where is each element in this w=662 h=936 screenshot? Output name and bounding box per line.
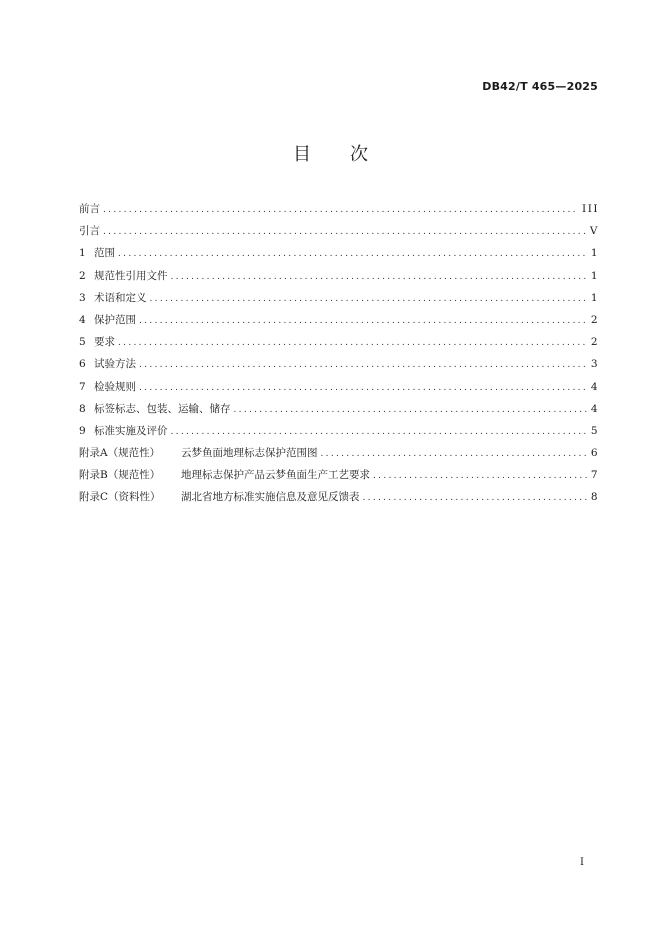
toc-entry-page: 5 [590, 424, 599, 437]
toc-entry-number: 6 [79, 358, 86, 371]
toc-entry-introduction[interactable] [79, 220, 599, 242]
toc-entry-number: 4 [79, 313, 86, 326]
toc-entry-annex-a[interactable] [79, 442, 599, 464]
toc-entry-text: 地理标志保护产品云梦鱼面生产工艺要求 [181, 469, 370, 482]
toc-title: 目 次 [293, 144, 369, 165]
toc-entry-page: 2 [590, 313, 599, 326]
toc-entry-page: 3 [590, 358, 599, 371]
toc-entry-page: 4 [590, 402, 599, 415]
toc-entry-text: 检验规则 [94, 380, 136, 393]
toc-leader-dots [139, 310, 587, 332]
toc-entry-page: III [582, 203, 599, 215]
toc-entry-8[interactable] [79, 398, 599, 420]
toc-leader-dots [373, 465, 587, 487]
toc-entry-page: 7 [590, 469, 599, 482]
toc-entry-text: 术语和定义 [94, 291, 147, 304]
toc-leader-dots [234, 399, 587, 421]
toc-entry-number: 2 [79, 269, 86, 282]
toc-entry-page: V [589, 225, 599, 238]
toc-leader-dots [139, 354, 587, 376]
toc-entry-number: 3 [79, 291, 86, 304]
toc-entry-text: 前言 [79, 203, 100, 215]
toc-entry-number: 5 [79, 336, 86, 349]
toc-entry-text: 试验方法 [94, 358, 136, 371]
toc-entry-number: 1 [79, 247, 86, 260]
toc-leader-dots [103, 199, 578, 221]
toc-entry-4[interactable] [79, 309, 599, 331]
toc-entry-number: 附录A（规范性） [79, 447, 161, 460]
toc-entry-annex-b[interactable] [79, 464, 599, 486]
toc-leader-dots [321, 443, 587, 465]
toc-entry-page: 1 [590, 269, 599, 282]
toc-leader-dots [103, 221, 586, 243]
page-number: I [580, 857, 584, 868]
toc-entry-page: 2 [590, 336, 599, 349]
toc-leader-dots [118, 243, 587, 265]
toc-entry-3[interactable] [79, 287, 599, 309]
toc-entry-text: 规范性引用文件 [94, 269, 168, 282]
toc-entry-text: 云梦鱼面地理标志保护范围图 [181, 447, 318, 460]
toc-leader-dots [139, 377, 587, 399]
toc-entry-page: 4 [590, 380, 599, 393]
toc-entry-number: 附录C（资料性） [79, 491, 161, 504]
toc-leader-dots [150, 288, 587, 310]
toc-leader-dots [363, 487, 587, 509]
toc-entry-number: 7 [79, 380, 86, 393]
toc-entry-foreword[interactable] [79, 198, 599, 220]
toc-entry-text: 标签标志、包装、运输、储存 [94, 402, 231, 415]
toc-entry-text: 湖北省地方标准实施信息及意见反馈表 [181, 491, 360, 504]
toc-entry-6[interactable] [79, 353, 599, 375]
toc-entry-text: 要求 [94, 336, 115, 349]
table-of-contents [79, 198, 599, 509]
toc-entry-text: 范围 [94, 247, 115, 260]
toc-entry-annex-c[interactable] [79, 486, 599, 508]
toc-entry-text: 保护范围 [94, 313, 136, 326]
toc-entry-1[interactable] [79, 242, 599, 264]
toc-entry-page: 1 [590, 291, 599, 304]
toc-leader-dots [171, 266, 587, 288]
toc-entry-5[interactable] [79, 331, 599, 353]
toc-leader-dots [171, 421, 587, 443]
toc-entry-page: 6 [590, 447, 599, 460]
toc-leader-dots [118, 332, 587, 354]
toc-entry-9[interactable] [79, 420, 599, 442]
toc-entry-number: 8 [79, 402, 86, 415]
standard-code: DB42/T 465—2025 [482, 80, 598, 93]
toc-entry-page: 8 [590, 491, 599, 504]
toc-entry-number: 9 [79, 424, 86, 437]
toc-entry-page: 1 [590, 247, 599, 260]
toc-entry-7[interactable] [79, 376, 599, 398]
toc-entry-text: 标准实施及评价 [94, 424, 168, 437]
toc-entry-2[interactable] [79, 265, 599, 287]
toc-entry-number: 附录B（规范性） [79, 469, 161, 482]
toc-entry-text: 引言 [79, 225, 100, 238]
